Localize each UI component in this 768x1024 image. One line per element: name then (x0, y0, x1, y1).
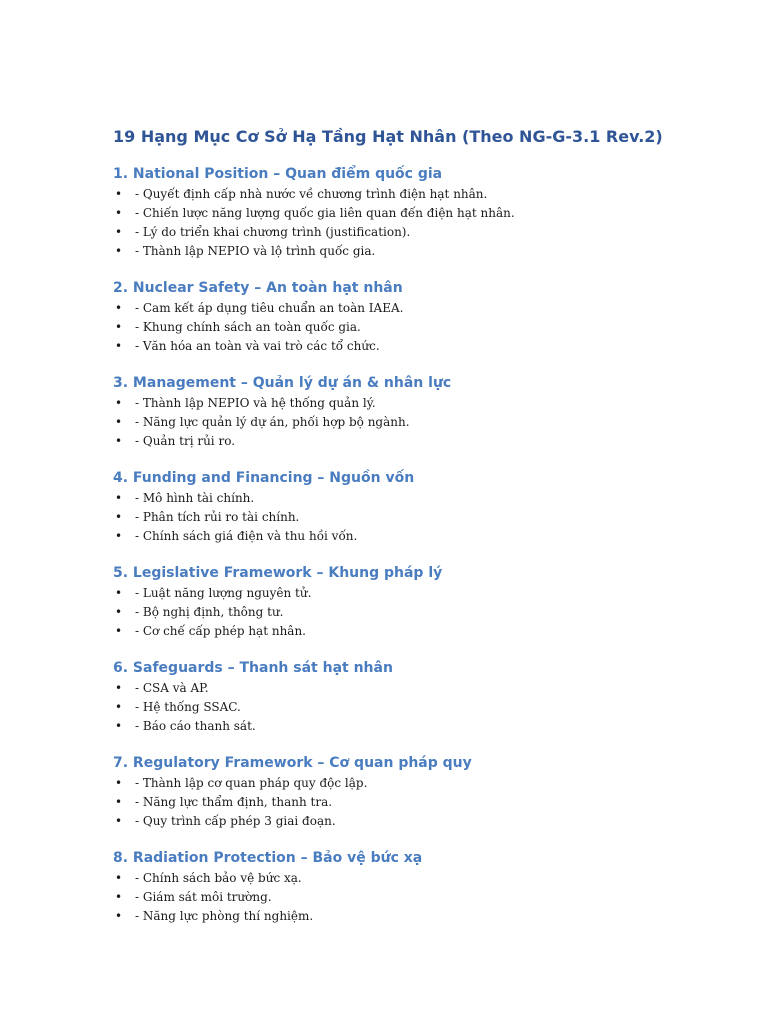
list-item (113, 337, 713, 356)
list-item-text: - Quản trị rủi ro. (135, 434, 236, 448)
list-item-text: - Chiến lược năng lượng quốc gia liên quan đến điện hạt nhân. (135, 206, 515, 220)
bullet-icon: • (115, 510, 123, 524)
bullet-icon: • (115, 681, 123, 695)
bullet-icon: • (115, 529, 123, 543)
list-item (113, 698, 713, 717)
section-heading: 3. Management – Quản lý dự án & nhân lực (113, 375, 452, 391)
list-item (113, 242, 713, 261)
list-item (113, 185, 713, 204)
list-item (113, 869, 713, 888)
bullet-icon: • (115, 187, 123, 201)
list-item (113, 223, 713, 242)
section-2 (113, 277, 713, 356)
list-item-text: - Báo cáo thanh sát. (135, 719, 256, 733)
bullet-list (113, 584, 713, 641)
list-item-text: - Năng lực phòng thí nghiệm. (135, 909, 314, 923)
section-heading: 4. Funding and Financing – Nguồn vốn (113, 470, 415, 486)
list-item-text: - Chính sách giá điện và thu hồi vốn. (135, 529, 358, 543)
list-item (113, 888, 713, 907)
list-item (113, 413, 713, 432)
bullet-icon: • (115, 586, 123, 600)
section-4 (113, 467, 713, 546)
bullet-list (113, 299, 713, 356)
list-item-text: - Hệ thống SSAC. (135, 700, 241, 714)
list-item-text: - Bộ nghị định, thông tư. (135, 605, 284, 619)
list-item (113, 622, 713, 641)
list-item-text: - Cơ chế cấp phép hạt nhân. (135, 624, 306, 638)
list-item-text: - Quyết định cấp nhà nước về chương trình điện hạt nhân. (135, 187, 488, 201)
list-item-text: - Quy trình cấp phép 3 giai đoạn. (135, 814, 336, 828)
list-item-text: - Mô hình tài chính. (135, 491, 255, 505)
section-6 (113, 657, 713, 736)
section-heading: 7. Regulatory Framework – Cơ quan pháp quy (113, 755, 472, 771)
list-item (113, 299, 713, 318)
bullet-icon: • (115, 871, 123, 885)
document-title: 19 Hạng Mục Cơ Sở Hạ Tầng Hạt Nhân (Theo NG-G-3.1 Rev.2) (113, 127, 663, 146)
list-item (113, 584, 713, 603)
document-content (113, 125, 713, 942)
list-item-text: - Giám sát môi trường. (135, 890, 272, 904)
section-heading: 1. National Position – Quan điểm quốc gia (113, 166, 443, 182)
bullet-list (113, 489, 713, 546)
section-list (113, 163, 713, 926)
bullet-icon: • (115, 320, 123, 334)
section-5 (113, 562, 713, 641)
list-item-text: - Chính sách bảo vệ bức xạ. (135, 871, 302, 885)
bullet-icon: • (115, 776, 123, 790)
section-8 (113, 847, 713, 926)
list-item-text: - Văn hóa an toàn và vai trò các tổ chức. (135, 339, 380, 353)
bullet-icon: • (115, 396, 123, 410)
section-heading: 5. Legislative Framework – Khung pháp lý (113, 565, 443, 581)
bullet-icon: • (115, 244, 123, 258)
list-item (113, 204, 713, 223)
list-item-text: - Thành lập NEPIO và lộ trình quốc gia. (135, 244, 376, 258)
bullet-icon: • (115, 719, 123, 733)
section-7 (113, 752, 713, 831)
section-heading: 6. Safeguards – Thanh sát hạt nhân (113, 660, 393, 676)
bullet-list (113, 185, 713, 261)
list-item-text: - Năng lực quản lý dự án, phối hợp bộ ngành. (135, 415, 410, 429)
list-item (113, 527, 713, 546)
list-item (113, 812, 713, 831)
list-item (113, 394, 713, 413)
list-item-text: - Luật năng lượng nguyên tử. (135, 586, 312, 600)
bullet-icon: • (115, 814, 123, 828)
bullet-list (113, 394, 713, 451)
bullet-icon: • (115, 415, 123, 429)
list-item (113, 907, 713, 926)
list-item (113, 717, 713, 736)
bullet-icon: • (115, 890, 123, 904)
list-item (113, 489, 713, 508)
bullet-icon: • (115, 624, 123, 638)
list-item (113, 318, 713, 337)
section-heading: 2. Nuclear Safety – An toàn hạt nhân (113, 280, 403, 296)
section-3 (113, 372, 713, 451)
bullet-icon: • (115, 491, 123, 505)
bullet-icon: • (115, 605, 123, 619)
list-item (113, 774, 713, 793)
list-item (113, 603, 713, 622)
bullet-list (113, 774, 713, 831)
section-heading: 8. Radiation Protection – Bảo vệ bức xạ (113, 850, 423, 866)
list-item (113, 508, 713, 527)
list-item-text: - Lý do triển khai chương trình (justification). (135, 225, 411, 239)
list-item-text: - CSA và AP. (135, 681, 209, 695)
bullet-icon: • (115, 795, 123, 809)
list-item-text: - Năng lực thẩm định, thanh tra. (135, 795, 333, 809)
bullet-icon: • (115, 909, 123, 923)
list-item (113, 432, 713, 451)
list-item (113, 679, 713, 698)
bullet-icon: • (115, 225, 123, 239)
list-item-text: - Thành lập NEPIO và hệ thống quản lý. (135, 396, 376, 410)
section-1 (113, 163, 713, 261)
bullet-icon: • (115, 434, 123, 448)
bullet-icon: • (115, 206, 123, 220)
list-item-text: - Thành lập cơ quan pháp quy độc lập. (135, 776, 368, 790)
bullet-icon: • (115, 339, 123, 353)
bullet-icon: • (115, 301, 123, 315)
bullet-icon: • (115, 700, 123, 714)
list-item-text: - Phân tích rủi ro tài chính. (135, 510, 300, 524)
list-item-text: - Khung chính sách an toàn quốc gia. (135, 320, 361, 334)
bullet-list (113, 679, 713, 736)
bullet-list (113, 869, 713, 926)
list-item (113, 793, 713, 812)
list-item-text: - Cam kết áp dụng tiêu chuẩn an toàn IAEA. (135, 301, 404, 315)
